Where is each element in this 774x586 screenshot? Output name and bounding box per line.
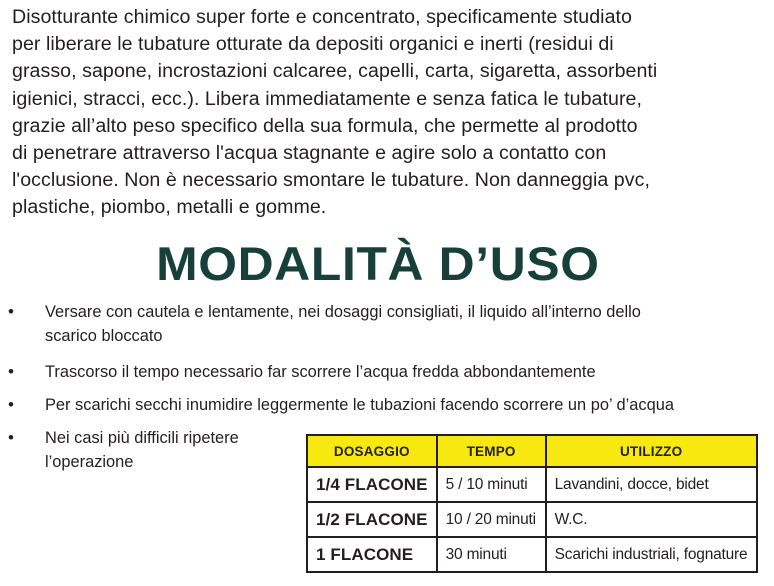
description-line: di penetrare attraverso l'acqua stagnante e agire solo a contatto con — [12, 142, 607, 165]
column-header-tempo: TEMPO — [437, 435, 546, 467]
dosage-table — [306, 434, 758, 573]
column-header-dosaggio: DOSAGGIO — [307, 435, 437, 467]
time-cell: 30 minuti — [437, 537, 546, 572]
bullet-icon: • — [8, 428, 14, 447]
section-heading: MODALITÀ D’USO — [156, 237, 600, 290]
description-line: l'occlusione. Non è necessario smontare le tubature. Non danneggia pvc, — [12, 169, 650, 192]
instruction-line: l’operazione — [45, 453, 134, 471]
usage-cell: Scarichi industriali, fognature — [546, 537, 757, 572]
instruction-line: Per scarichi secchi inumidire leggermente le tubazioni facendo scorrere un po’ d’acqua — [45, 396, 674, 414]
instruction-line: Nei casi più difficili ripetere — [45, 429, 239, 447]
instruction-line: scarico bloccato — [45, 327, 163, 345]
time-cell: 5 / 10 minuti — [437, 467, 546, 502]
table-row — [307, 467, 757, 502]
instruction-line: Versare con cautela e lentamente, nei dosaggi consigliati, il liquido all’interno dello — [45, 303, 641, 321]
dose-cell: 1/4 FLACONE — [307, 467, 437, 502]
instruction-text — [45, 300, 641, 348]
dose-cell: 1 FLACONE — [307, 537, 437, 572]
description-line: grazie all’alto peso specifico della sua formula, che permette al prodotto — [12, 114, 638, 137]
description-line: per liberare le tubature otturate da depositi organici e inerti (residui di — [12, 33, 614, 56]
product-description — [12, 4, 772, 222]
usage-cell: W.C. — [546, 502, 757, 537]
instruction-text — [45, 426, 239, 474]
column-header-utilizzo: UTILIZZO — [546, 435, 757, 467]
description-line: Disotturante chimico super forte e concentrato, specificamente studiato — [12, 6, 632, 28]
description-line: igienici, stracci, ecc.). Libera immediatamente e senza fatica le tubature, — [12, 87, 642, 110]
description-line: grasso, sapone, incrostazioni calcaree, capelli, carta, sigaretta, assorbenti — [12, 60, 658, 83]
bullet-icon: • — [8, 302, 14, 321]
bullet-icon: • — [8, 395, 14, 414]
instruction-line: Trascorso il tempo necessario far scorrere l’acqua fredda abbondantemente — [45, 363, 596, 381]
bullet-icon: • — [8, 362, 14, 381]
table-row — [307, 502, 757, 537]
dose-cell: 1/2 FLACONE — [307, 502, 437, 537]
description-line: plastiche, piombo, metalli e gomme. — [12, 196, 327, 219]
table-header-row — [307, 435, 757, 467]
table-row — [307, 537, 757, 572]
instruction-text — [45, 393, 674, 417]
time-cell: 10 / 20 minuti — [437, 502, 546, 537]
instruction-text — [45, 360, 596, 384]
usage-cell: Lavandini, docce, bidet — [546, 467, 757, 502]
